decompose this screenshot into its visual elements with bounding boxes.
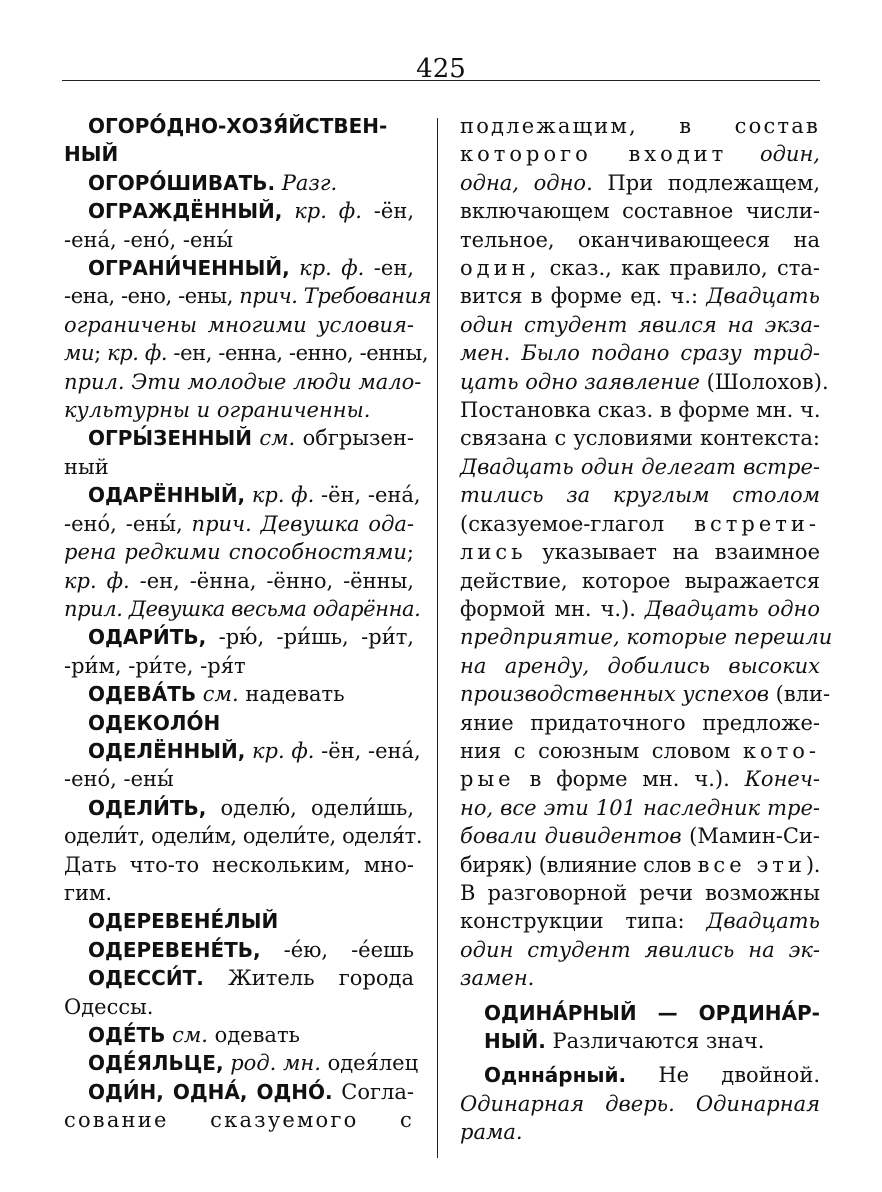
line-text	[290, 256, 299, 280]
text-line	[64, 567, 414, 595]
headword: ОДЕКОЛО́Н	[88, 710, 221, 735]
text-line	[64, 680, 414, 708]
text-line	[64, 822, 423, 850]
headword: ОДЕВА́ТЬ	[88, 682, 197, 707]
italic-text: прич. Требования	[239, 284, 432, 309]
text-line	[64, 453, 414, 481]
italic-text: производственных успехов	[460, 682, 769, 707]
text-line	[64, 1106, 414, 1134]
text-line	[64, 538, 414, 566]
text-line	[64, 623, 414, 651]
text-line	[460, 851, 820, 879]
line-text: гим.	[64, 880, 113, 905]
text-line	[64, 851, 414, 879]
line-text: одея́лец	[320, 1051, 419, 1076]
line-text: -ён, -ена́,	[314, 483, 421, 508]
line-text: сование сказуемого с	[64, 1108, 414, 1133]
text-line	[460, 1061, 820, 1089]
spaced-text: один,	[460, 256, 541, 281]
line-text: формой мн. ч.).	[460, 596, 645, 621]
text-line	[460, 1090, 820, 1118]
italic-text: см.	[202, 682, 239, 707]
line-text	[282, 199, 294, 223]
text-line	[64, 709, 414, 737]
line-text: включающем составное числи-	[460, 199, 820, 224]
headword: ОДИНА́РНЫЙ — ОРДИНА́Р-	[484, 1000, 820, 1025]
text-line	[64, 1049, 419, 1077]
text-line	[64, 1021, 414, 1049]
text-line	[460, 140, 820, 168]
italic-text: замен.	[460, 966, 535, 991]
italic-text: предприятие, которые перешли	[460, 625, 833, 650]
line-text: одевать	[207, 1023, 300, 1047]
italic-text: прил. Девушка весьма одарённа.	[64, 596, 421, 621]
italic-text: рама.	[460, 1120, 523, 1145]
text-line	[64, 652, 414, 680]
italic-text: прич. Девушка ода-	[191, 511, 414, 536]
text-line	[64, 1078, 414, 1106]
headword: Однна́рный.	[484, 1063, 627, 1088]
headword: НЫЙ	[64, 142, 119, 167]
line-text: Постановка сказ. в форме мн. ч.	[460, 398, 821, 423]
headword: ОГРАНИ́ЧЕННЫЙ,	[88, 256, 290, 281]
line-text: яние придаточного предложе-	[460, 710, 820, 735]
line-text: связана с условиями контекста:	[460, 426, 820, 451]
left-column	[64, 112, 432, 1135]
text-line	[460, 197, 820, 225]
italic-text: Конеч-	[744, 767, 820, 792]
line-text: -ен,	[364, 256, 414, 281]
headword: ОДЕРЕВЕНЕ́ТЬ,	[88, 937, 261, 962]
line-text: ния с союзным словом	[460, 738, 743, 763]
line-text: сказ., как правило, ста-	[540, 256, 820, 281]
headword: НЫЙ.	[484, 1029, 546, 1053]
italic-text: Двадцать одно	[644, 596, 820, 621]
italic-text: прил. Эти молодые люди мало-	[64, 369, 422, 394]
text-line	[64, 140, 414, 168]
text-line	[460, 226, 820, 254]
line-text: ;	[94, 341, 108, 366]
headword: ОДЕЛИ́ТЬ,	[88, 795, 207, 820]
line-text: -ено́, -ены́,	[64, 511, 192, 536]
text-line	[460, 396, 820, 424]
text-line	[64, 737, 421, 765]
line-text: Житель города	[203, 966, 414, 991]
text-line	[460, 424, 820, 452]
headword: ОДЕ́ЯЛЬЦЕ,	[88, 1051, 224, 1076]
line-text	[245, 483, 252, 507]
text-line	[64, 907, 414, 935]
text-line	[64, 169, 414, 197]
line-text	[245, 739, 252, 763]
text-line	[64, 311, 414, 339]
line-text: биряк) (влияние слов	[460, 852, 698, 877]
text-line	[460, 737, 820, 765]
text-line	[460, 481, 820, 509]
text-line	[460, 652, 820, 680]
text-line	[460, 538, 820, 566]
text-line	[460, 112, 820, 140]
italic-text: мен. Было подано сразу трид-	[460, 341, 820, 366]
italic-text: тились за круглым столом	[460, 483, 820, 508]
text-line	[460, 879, 820, 907]
text-line	[460, 339, 820, 367]
line-text	[196, 682, 203, 706]
column-divider	[437, 118, 438, 1158]
headword: ОДЕ́ТЬ	[88, 1023, 166, 1047]
headword: ОДЕРЕВЕНЕ́ЛЫЙ	[88, 909, 279, 934]
text-line	[460, 964, 820, 992]
text-line	[460, 936, 820, 964]
text-line	[64, 936, 414, 964]
line-text: (вли-	[768, 682, 831, 707]
italic-text: один,	[759, 142, 820, 167]
text-line	[64, 424, 414, 452]
line-text: -е́ю, -е́ешь	[260, 937, 414, 962]
text-line	[64, 993, 414, 1021]
text-line	[460, 1027, 820, 1055]
line-text: -ена́, -ено́, -ены́	[64, 227, 234, 252]
headword: ОДИ́Н, ОДНА́, ОДНО́.	[88, 1079, 333, 1104]
italic-text: ми	[64, 341, 95, 366]
line-text: При подлежащем,	[592, 170, 820, 195]
italic-text: Двадцать	[706, 909, 820, 934]
text-line	[460, 822, 820, 850]
headword: ОДЕЛЁННЫЙ,	[88, 738, 246, 763]
text-line	[460, 169, 820, 197]
italic-text: один студент явились на эк-	[460, 937, 820, 962]
line-text: Различаются знач.	[545, 1029, 765, 1053]
line-text: Согла-	[332, 1079, 414, 1104]
line-text: Одессы.	[64, 994, 154, 1019]
line-text: -ена, -ено, -ены,	[64, 284, 240, 309]
line-text: В разговорной речи возможны	[460, 880, 820, 905]
italic-text: но, все эти 101 наследник тре-	[460, 795, 820, 820]
text-line	[460, 680, 831, 708]
text-line	[64, 879, 414, 907]
italic-text: ограничены многими условия-	[64, 312, 414, 337]
line-text: ;	[406, 540, 414, 565]
text-line	[64, 197, 414, 225]
line-text: конструкции типа:	[460, 909, 707, 934]
italic-text: один студент явился на экза-	[460, 312, 820, 337]
headword: ОДАРЁННЫЙ,	[88, 483, 246, 508]
line-text: (Шолохов).	[699, 369, 829, 394]
italic-text: Одинарная дверь. Одинарная	[460, 1091, 820, 1116]
italic-text: кр. ф.	[64, 568, 130, 593]
text-line	[64, 226, 414, 254]
italic-text: кр. ф.	[294, 199, 362, 224]
italic-text: Разг.	[281, 170, 338, 195]
text-line	[460, 453, 820, 481]
spaced-text: кото-	[742, 738, 820, 763]
line-text: вится в форме ед. ч.:	[460, 284, 707, 309]
text-line	[64, 112, 414, 140]
line-text: (сказуемое-глагол	[460, 511, 695, 536]
text-line	[460, 595, 820, 623]
line-text: обгрызен-	[295, 426, 414, 451]
italic-text: рена редкими способностями	[64, 540, 407, 565]
text-line	[460, 794, 820, 822]
headword: ОГОРО́ДНО-ХОЗЯ́ЙСТВЕН-	[88, 114, 388, 138]
text-line	[64, 339, 429, 367]
line-text: -ен, -енна, -енно, -енны,	[167, 341, 429, 366]
text-line	[460, 510, 820, 538]
line-text: -ён, -ена́,	[314, 738, 421, 763]
text-line	[460, 567, 820, 595]
line-text: оделю́, одели́шь,	[206, 795, 414, 820]
text-line	[64, 964, 414, 992]
header-rule	[62, 80, 820, 81]
headword: ОГРАЖДЁННЫЙ,	[88, 199, 283, 224]
italic-text: кр. ф.	[251, 738, 315, 763]
text-line	[460, 1118, 820, 1146]
italic-text: Двадцать	[706, 284, 820, 309]
headword: ОГРЫ́ЗЕННЫЙ	[88, 426, 252, 451]
text-line	[460, 907, 820, 935]
italic-text: Двадцать один делегат встре-	[460, 454, 820, 479]
line-text: в форме мн. ч.).	[514, 767, 745, 792]
text-line	[460, 282, 820, 310]
italic-text: цать одно заявление	[460, 369, 700, 394]
line-text: ный	[64, 454, 109, 479]
line-text: Не двойной.	[626, 1063, 820, 1088]
italic-text: кр. ф.	[299, 256, 365, 281]
text-line	[64, 254, 414, 282]
text-line	[460, 311, 820, 339]
italic-text: см.	[172, 1023, 208, 1047]
line-text: действие, которое выражается	[460, 568, 820, 593]
line-text: ).	[805, 852, 820, 877]
text-line	[64, 794, 414, 822]
right-column	[460, 112, 833, 1147]
italic-text: бовали дивидентов	[460, 824, 682, 849]
italic-text: кр. ф.	[107, 341, 168, 366]
spaced-text: все эти	[697, 852, 806, 877]
line-text: Дать что-то нескольким, мно-	[64, 852, 414, 877]
line-text: -ри́м, -ри́те, -ря́т	[64, 653, 246, 678]
text-line	[64, 510, 414, 538]
headword: ОГОРО́ШИВАТЬ.	[88, 170, 276, 195]
text-line	[64, 765, 414, 793]
italic-text: кр. ф.	[251, 483, 315, 508]
text-line	[64, 595, 421, 623]
text-line	[64, 282, 432, 310]
italic-text: на аренду, добились высоких	[460, 653, 820, 678]
text-line	[460, 368, 829, 396]
line-text: -ен, -ённа, -ённо, -ённы,	[129, 568, 414, 593]
spaced-text: лись	[460, 540, 527, 565]
text-line	[64, 396, 414, 424]
spaced-text: встрети-	[694, 511, 820, 536]
italic-text: род. мн.	[230, 1051, 321, 1076]
spaced-text: рые	[460, 767, 515, 792]
line-text: тельное, оканчивающееся на	[460, 227, 820, 252]
line-text: указывает на взаимное	[526, 540, 820, 565]
line-text: подлежащим, в состав	[460, 114, 820, 138]
italic-text: одна, одно.	[460, 170, 593, 195]
line-text	[275, 171, 282, 195]
line-text: (Мамин-Си-	[681, 824, 820, 849]
line-text: -ено́, -ены́	[64, 767, 174, 792]
spaced-text: которого входит	[460, 142, 728, 167]
page-number: 425	[416, 54, 466, 84]
line-text	[727, 142, 760, 166]
line-text: надевать	[238, 682, 345, 707]
italic-text: культурны и ограниченны.	[64, 398, 371, 423]
italic-text: см.	[259, 426, 296, 451]
line-text: одели́т, одели́м, одели́те, оделя́т.	[64, 824, 423, 849]
text-line	[460, 709, 820, 737]
line-text: -ён,	[361, 199, 414, 224]
line-text: -рю́, -ри́шь, -ри́т,	[206, 625, 414, 650]
text-line	[64, 368, 422, 396]
text-line	[460, 623, 833, 651]
text-line	[460, 254, 820, 282]
text-line	[460, 999, 820, 1027]
text-line	[460, 765, 820, 793]
text-line	[64, 481, 421, 509]
headword: ОДАРИ́ТЬ,	[88, 625, 207, 650]
headword: ОДЕССИ́Т.	[88, 966, 204, 991]
